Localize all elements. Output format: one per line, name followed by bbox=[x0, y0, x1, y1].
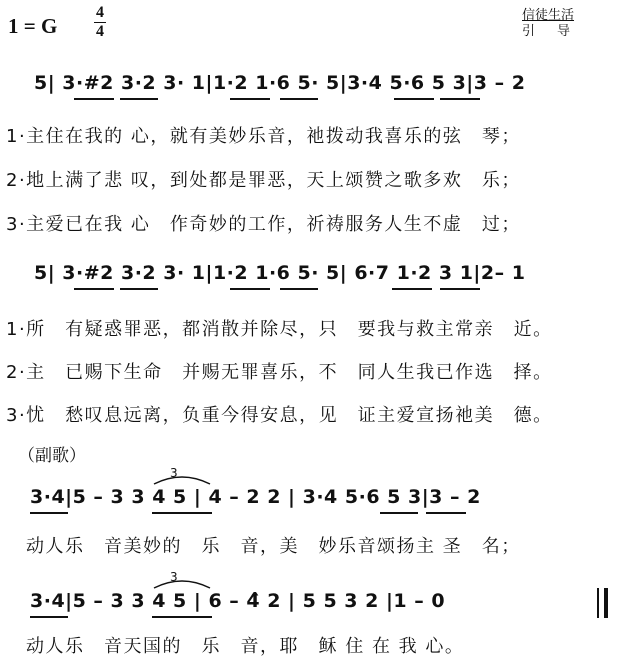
verse-lyric: 2·地上满了悲 叹，到处都是罪恶，天上颂赞之歌多欢 乐； bbox=[6, 170, 521, 191]
verse-notes-line-1: 5| 3·#2 3·2 3· 1|1·2 1·6 5· 5|3·4 5·6 5 3|3 – 2 bbox=[34, 72, 526, 94]
verse-lyric: 3·忧 愁叹息远离，负重今得安息，见 证主爱宣扬祂美 德。 bbox=[6, 405, 553, 426]
underline-mark bbox=[392, 288, 432, 290]
time-signature-bottom: 4 bbox=[96, 23, 104, 40]
underline-mark bbox=[230, 288, 270, 290]
underline-mark bbox=[74, 98, 114, 100]
credit-source: 信徒生活 bbox=[522, 8, 575, 23]
underline-mark bbox=[152, 616, 212, 618]
chorus-notes-line-2: 3·4|5 – 3 3 4 5 | 6 – 4̂ 2 | 5 5 3 2 |1 – 0 bbox=[30, 590, 446, 612]
triplet-mark: 3 bbox=[170, 570, 178, 584]
verse-lyric: 3·主爱已在我 心 作奇妙的工作，祈祷服务人生不虚 过； bbox=[6, 214, 521, 235]
underline-mark bbox=[152, 512, 212, 514]
underline-mark bbox=[440, 288, 480, 290]
triplet-slur bbox=[152, 576, 212, 590]
verse-lyric: 2·主 已赐下生命 并赐无罪喜乐，不 同人生我已作选 择。 bbox=[6, 362, 553, 383]
underline-mark bbox=[120, 288, 158, 290]
underline-mark bbox=[74, 288, 114, 290]
chorus-lyric: 动人乐 音天国的 乐 音，耶 稣 住 在 我 心。 bbox=[26, 636, 465, 657]
time-signature bbox=[94, 4, 106, 41]
triplet-mark: 3 bbox=[170, 466, 178, 480]
underline-mark bbox=[394, 98, 434, 100]
key-signature: 1 = G bbox=[8, 14, 58, 38]
credit bbox=[522, 8, 592, 40]
verse-lyric: 1·主住在我的 心，就有美妙乐音，祂拨动我喜乐的弦 琴； bbox=[6, 126, 521, 147]
underline-mark bbox=[30, 512, 68, 514]
underline-mark bbox=[440, 98, 480, 100]
underline-mark bbox=[426, 512, 466, 514]
chorus-lyric: 动人乐 音美妙的 乐 音，美 妙乐音颂扬主 圣 名； bbox=[26, 536, 521, 557]
triplet-slur bbox=[152, 472, 212, 486]
underline-mark bbox=[280, 98, 318, 100]
underline-mark bbox=[380, 512, 418, 514]
underline-mark bbox=[30, 616, 68, 618]
underline-mark bbox=[230, 98, 270, 100]
final-barline-thick bbox=[604, 588, 608, 618]
underline-mark bbox=[120, 98, 158, 100]
chorus-notes-line-1: 3·4|5 – 3 3 4 5 | 4 – 2 2 | 3·4 5·6 5 3|3 – 2 bbox=[30, 486, 481, 508]
credit-role: 引导 bbox=[522, 24, 593, 39]
time-signature-top: 4 bbox=[96, 4, 104, 21]
final-barline-thin bbox=[597, 588, 599, 618]
chorus-label: （副歌） bbox=[18, 446, 86, 466]
verse-notes-line-2: 5| 3·#2 3·2 3· 1|1·2 1·6 5· 5| 6·7 1·2 3 1|2– 1 bbox=[34, 262, 526, 284]
underline-mark bbox=[280, 288, 318, 290]
verse-lyric: 1·所 有疑惑罪恶，都消散并除尽，只 要我与救主常亲 近。 bbox=[6, 319, 553, 340]
